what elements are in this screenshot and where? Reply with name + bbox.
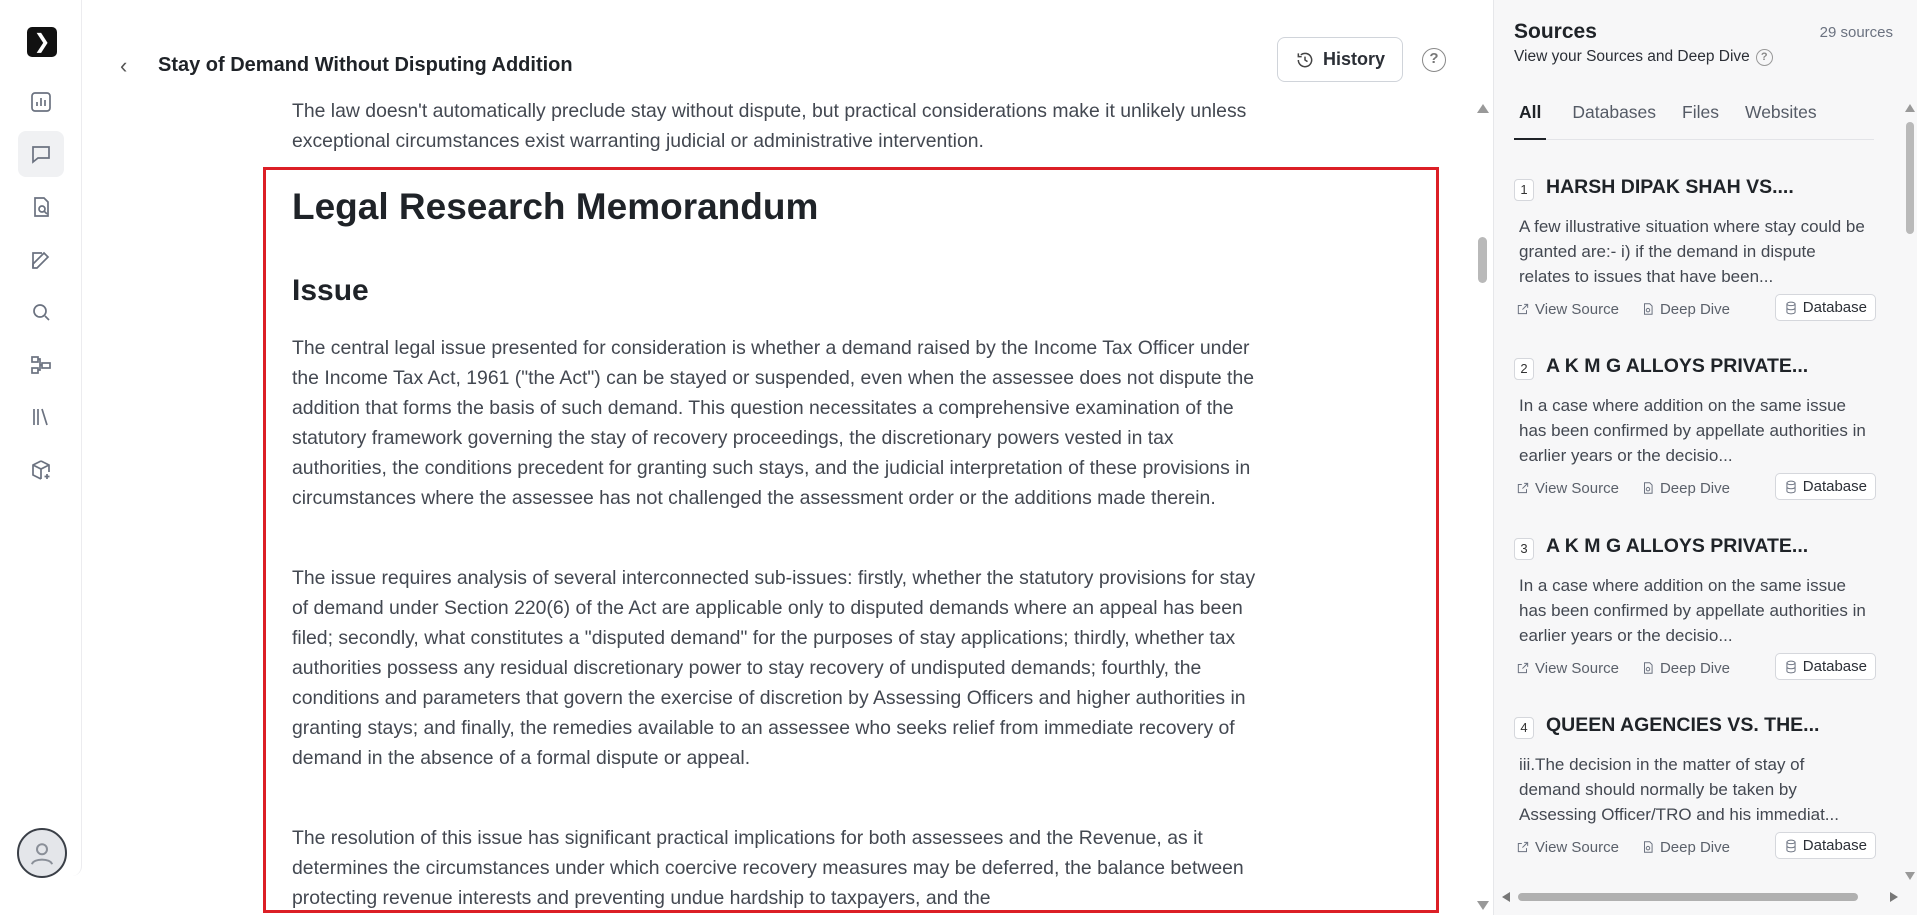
scroll-down-icon[interactable]: [1905, 872, 1915, 880]
memo-paragraph: The central legal issue presented for consideration is whether a demand raised by the Income Tax Officer under the Income Tax Act, 1961 ("the Act") can be stayed or suspended, even when the assessee does not dispute the addition that forms the basis of such demand. This question necessitates a comprehensive examination of the statutory framework governing the stay of recovery proceedings, the discretionary powers vested in tax authorities, the conditions precedent for granting such stays, and the judicial interpretation of these provisions in circumstances where the assessee has not challenged the assessment order or the additions made therein.: [292, 337, 1255, 509]
edit-icon[interactable]: [18, 237, 64, 283]
history-label: History: [1322, 49, 1385, 69]
deep-dive-label: Deep Dive: [1659, 659, 1730, 677]
sources-subtitle: [1514, 48, 1773, 66]
source-card[interactable]: [1514, 535, 1876, 695]
source-card[interactable]: [1514, 355, 1876, 515]
deep-dive-link[interactable]: [1641, 480, 1730, 497]
database-badge[interactable]: [1775, 653, 1876, 680]
memo-title: Legal Research Memorandum: [292, 186, 819, 227]
deep-dive-label: Deep Dive: [1659, 300, 1730, 318]
database-icon: [1784, 839, 1798, 853]
source-actions: [1514, 475, 1876, 501]
intro-paragraph: The law doesn't automatically preclude stay without dispute, but practical considerations make it unlikely unless exceptional circumstances exist warranting judicial or administrative intervention.: [292, 100, 1247, 152]
database-icon: [1784, 660, 1798, 674]
external-link-icon: [1516, 481, 1530, 495]
source-snippet: A few illustrative situation where stay could be granted are:- i) if the demand in dispute relates to issues that have been...: [1519, 217, 1865, 286]
source-name[interactable]: QUEEN AGENCIES VS. THE...: [1546, 714, 1820, 736]
scroll-left-icon[interactable]: [1502, 892, 1510, 902]
history-icon: [1295, 50, 1315, 70]
user-icon: [27, 838, 57, 868]
view-source-link[interactable]: [1516, 839, 1619, 856]
main-scrollbar[interactable]: [1476, 104, 1490, 910]
dashboard-icon[interactable]: [18, 79, 64, 125]
deep-dive-link[interactable]: [1641, 301, 1730, 318]
memo-paragraph: The resolution of this issue has significant practical implications for both assessees and the Revenue, as it determines the circumstances under which coercive recovery measures may be deferred, the balance between protecting revenue interests and preventing undue hardship to taxpayers, and the: [292, 827, 1244, 909]
scroll-thumb[interactable]: [1906, 122, 1914, 234]
help-icon[interactable]: ?: [1422, 48, 1446, 72]
source-snippet: iii.The decision in the matter of stay of demand should normally be taken by Assessing Officer/TRO and his immediat...: [1519, 755, 1839, 824]
sources-horizontal-scrollbar[interactable]: [1502, 890, 1898, 904]
sources-title: Sources: [1514, 20, 1597, 43]
source-actions: [1514, 296, 1876, 322]
external-link-icon: [1516, 302, 1530, 316]
scroll-thumb[interactable]: [1518, 893, 1858, 901]
database-label: Database: [1802, 658, 1867, 675]
memo-highlight-box: [263, 167, 1439, 913]
scroll-up-icon[interactable]: [1905, 104, 1915, 112]
document-search-icon[interactable]: [18, 184, 64, 230]
tab-files[interactable]: Files: [1682, 102, 1719, 122]
chat-icon[interactable]: [18, 131, 64, 177]
view-source-link[interactable]: [1516, 660, 1619, 677]
app-logo-icon[interactable]: ❯: [27, 27, 57, 57]
scroll-thumb[interactable]: [1478, 237, 1487, 283]
database-badge[interactable]: [1775, 473, 1876, 500]
tab-websites[interactable]: Websites: [1745, 102, 1817, 122]
deep-dive-link[interactable]: [1641, 839, 1730, 856]
view-source-label: View Source: [1535, 659, 1619, 677]
source-actions: [1514, 834, 1876, 860]
sources-scrollbar[interactable]: [1904, 104, 1916, 880]
workflow-icon[interactable]: [18, 342, 64, 388]
external-link-icon: [1516, 840, 1530, 854]
database-label: Database: [1802, 837, 1867, 854]
scroll-down-icon[interactable]: [1477, 901, 1489, 910]
history-button[interactable]: [1277, 37, 1403, 82]
source-number: 3: [1514, 538, 1534, 560]
library-icon[interactable]: [18, 394, 64, 440]
memo-paragraph: The issue requires analysis of several interconnected sub-issues: firstly, whether the statutory provisions for stay of demand under Section 220(6) of the Act are applicable only to disputed demands where an appeal has been filed; secondly, what constitutes a "disputed demand" for the purposes of stay applications; thirdly, whether tax authorities possess any residual discretionary power to stay recovery of undisputed demands; fourthly, the conditions and parameters that govern the exercise of discretion by Assessing Officers and higher authorities in granting stays; and finally, the remedies available to an assessee who seeks relief from immediate recovery of demand in the absence of a formal dispute or appeal.: [292, 567, 1256, 769]
issue-heading: Issue: [292, 274, 369, 307]
deep-dive-icon: [1641, 840, 1655, 854]
database-badge[interactable]: [1775, 294, 1876, 321]
external-link-icon: [1516, 661, 1530, 675]
source-number: 4: [1514, 717, 1534, 739]
view-source-label: View Source: [1535, 300, 1619, 318]
source-number: 2: [1514, 358, 1534, 380]
source-card[interactable]: [1514, 176, 1876, 336]
scroll-right-icon[interactable]: [1890, 892, 1898, 902]
deep-dive-icon: [1641, 481, 1655, 495]
sources-count: 29 sources: [1819, 24, 1893, 41]
back-chevron-icon[interactable]: ‹: [120, 53, 128, 78]
view-source-label: View Source: [1535, 479, 1619, 497]
view-source-link[interactable]: [1516, 301, 1619, 318]
left-rail: [0, 0, 82, 876]
view-source-link[interactable]: [1516, 480, 1619, 497]
source-actions: [1514, 655, 1876, 681]
source-name[interactable]: HARSH DIPAK SHAH VS....: [1546, 176, 1794, 198]
deep-dive-icon: [1641, 302, 1655, 316]
database-label: Database: [1802, 478, 1867, 495]
database-icon: [1784, 301, 1798, 315]
deep-dive-link[interactable]: [1641, 660, 1730, 677]
source-name[interactable]: A K M G ALLOYS PRIVATE...: [1546, 355, 1809, 377]
source-number: 1: [1514, 179, 1534, 201]
scroll-up-icon[interactable]: [1477, 104, 1489, 113]
deep-dive-label: Deep Dive: [1659, 479, 1730, 497]
package-add-icon[interactable]: [18, 447, 64, 493]
sources-tabs: [1514, 100, 1874, 140]
user-avatar[interactable]: [17, 828, 67, 878]
deep-dive-icon: [1641, 661, 1655, 675]
info-icon[interactable]: ?: [1756, 49, 1773, 66]
view-source-label: View Source: [1535, 838, 1619, 856]
page-title: Stay of Demand Without Disputing Addition: [158, 54, 573, 76]
tab-all[interactable]: All: [1514, 100, 1546, 140]
database-icon: [1784, 480, 1798, 494]
source-card[interactable]: [1514, 714, 1876, 874]
source-name[interactable]: A K M G ALLOYS PRIVATE...: [1546, 535, 1809, 557]
source-snippet: In a case where addition on the same issue has been confirmed by appellate authorities in earlier years or the decisio...: [1519, 396, 1866, 465]
database-badge[interactable]: [1775, 832, 1876, 859]
search-icon[interactable]: [18, 289, 64, 335]
deep-dive-label: Deep Dive: [1659, 838, 1730, 856]
sources-panel: [1493, 0, 1917, 915]
source-snippet: In a case where addition on the same issue has been confirmed by appellate authorities in earlier years or the decisio...: [1519, 576, 1866, 645]
database-label: Database: [1802, 299, 1867, 316]
sources-subtitle-text: View your Sources and Deep Dive: [1514, 48, 1750, 65]
tab-databases[interactable]: Databases: [1572, 102, 1657, 122]
